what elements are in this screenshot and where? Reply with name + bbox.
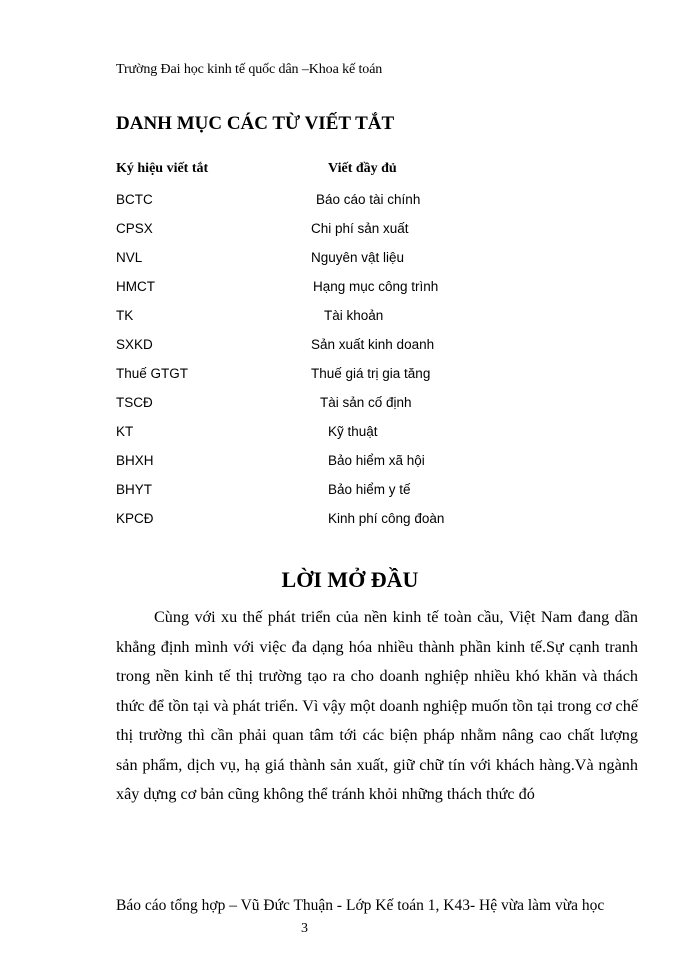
abbreviation-meaning: Chi phí sản xuất (311, 221, 409, 236)
abbreviation-meaning: Tài sản cố định (320, 395, 412, 410)
abbreviation-code: TSCĐ (116, 395, 153, 410)
abbreviation-meaning: Tài khoản (324, 308, 384, 323)
abbreviation-row (0, 192, 700, 212)
abbreviation-code: BCTC (116, 192, 153, 207)
abbreviation-code: Thuế GTGT (116, 366, 189, 381)
abbreviation-row (0, 366, 700, 386)
column-header-full-form: Viết đầy đủ (328, 161, 397, 176)
abbreviation-meaning: Báo cáo tài chính (316, 192, 421, 207)
abbreviation-code: BHXH (116, 453, 154, 468)
introduction-title: LỜI MỞ ĐẦU (281, 567, 419, 592)
abbreviation-meaning: Sản xuất kinh doanh (311, 337, 435, 352)
abbreviation-row (0, 395, 700, 415)
abbreviation-row (0, 250, 700, 270)
abbreviation-meaning: Bảo hiểm y tế (328, 482, 411, 497)
abbreviation-meaning: Bảo hiểm xã hội (328, 453, 425, 468)
introduction-paragraph-text: Cùng với xu thế phát triển của nền kinh tế toàn cầu, Việt Nam đang dần khẳng định mình với việc đa dạng hóa nhiều thành phần kinh tế.Sự cạnh tranh trong nền kinh tế thị trường tạo ra cho doanh nghiệp nhiều khó khăn và thách thức để tồn tại và phát triển. Vì vậy một doanh nghiệp muốn tồn tại trong cơ chế thị trường thì cần phải quan tâm tới các biện pháp nhằm nâng cao chất lượng sản phẩm, dịch vụ, hạ giá thành sản xuất, giữ chữ tín với khách hàng.Và ngành xây dựng cơ bản cũng không thể tránh khỏi những thách thức đó (116, 608, 638, 803)
abbreviation-meaning: Thuế giá trị gia tăng (311, 366, 431, 381)
introduction-paragraph (116, 603, 638, 810)
abbreviation-code: KT (116, 424, 134, 439)
abbreviation-row (0, 337, 700, 357)
abbreviation-code: NVL (116, 250, 143, 265)
page-number: 3 (301, 921, 308, 936)
abbreviation-code: HMCT (116, 279, 155, 294)
abbreviations-title: DANH MỤC CÁC TỪ VIẾT TẮT (116, 113, 395, 134)
abbreviation-meaning: Kinh phí công đoàn (328, 511, 445, 526)
abbreviation-row (0, 453, 700, 473)
page-footer: Báo cáo tổng hợp – Vũ Đức Thuận - Lớp Kế toán 1, K43- Hệ vừa làm vừa học (116, 897, 605, 914)
abbreviation-row (0, 424, 700, 444)
abbreviation-code: TK (116, 308, 134, 323)
column-header-abbreviation: Ký hiệu viết tắt (116, 161, 209, 176)
abbreviation-row (0, 308, 700, 328)
abbreviation-row (0, 482, 700, 502)
abbreviation-code: CPSX (116, 221, 153, 236)
abbreviation-code: KPCĐ (116, 511, 154, 526)
abbreviation-row (0, 221, 700, 241)
abbreviation-meaning: Hạng mục công trình (313, 279, 439, 294)
abbreviation-row (0, 511, 700, 531)
abbreviation-row (0, 279, 700, 299)
abbreviation-meaning: Kỹ thuật (328, 424, 378, 439)
abbreviation-meaning: Nguyên vật liệu (311, 250, 405, 265)
abbreviation-code: BHYT (116, 482, 153, 497)
abbreviation-code: SXKD (116, 337, 153, 352)
page-header: Trường Đai học kinh tế quốc dân –Khoa kế toán (116, 62, 383, 77)
